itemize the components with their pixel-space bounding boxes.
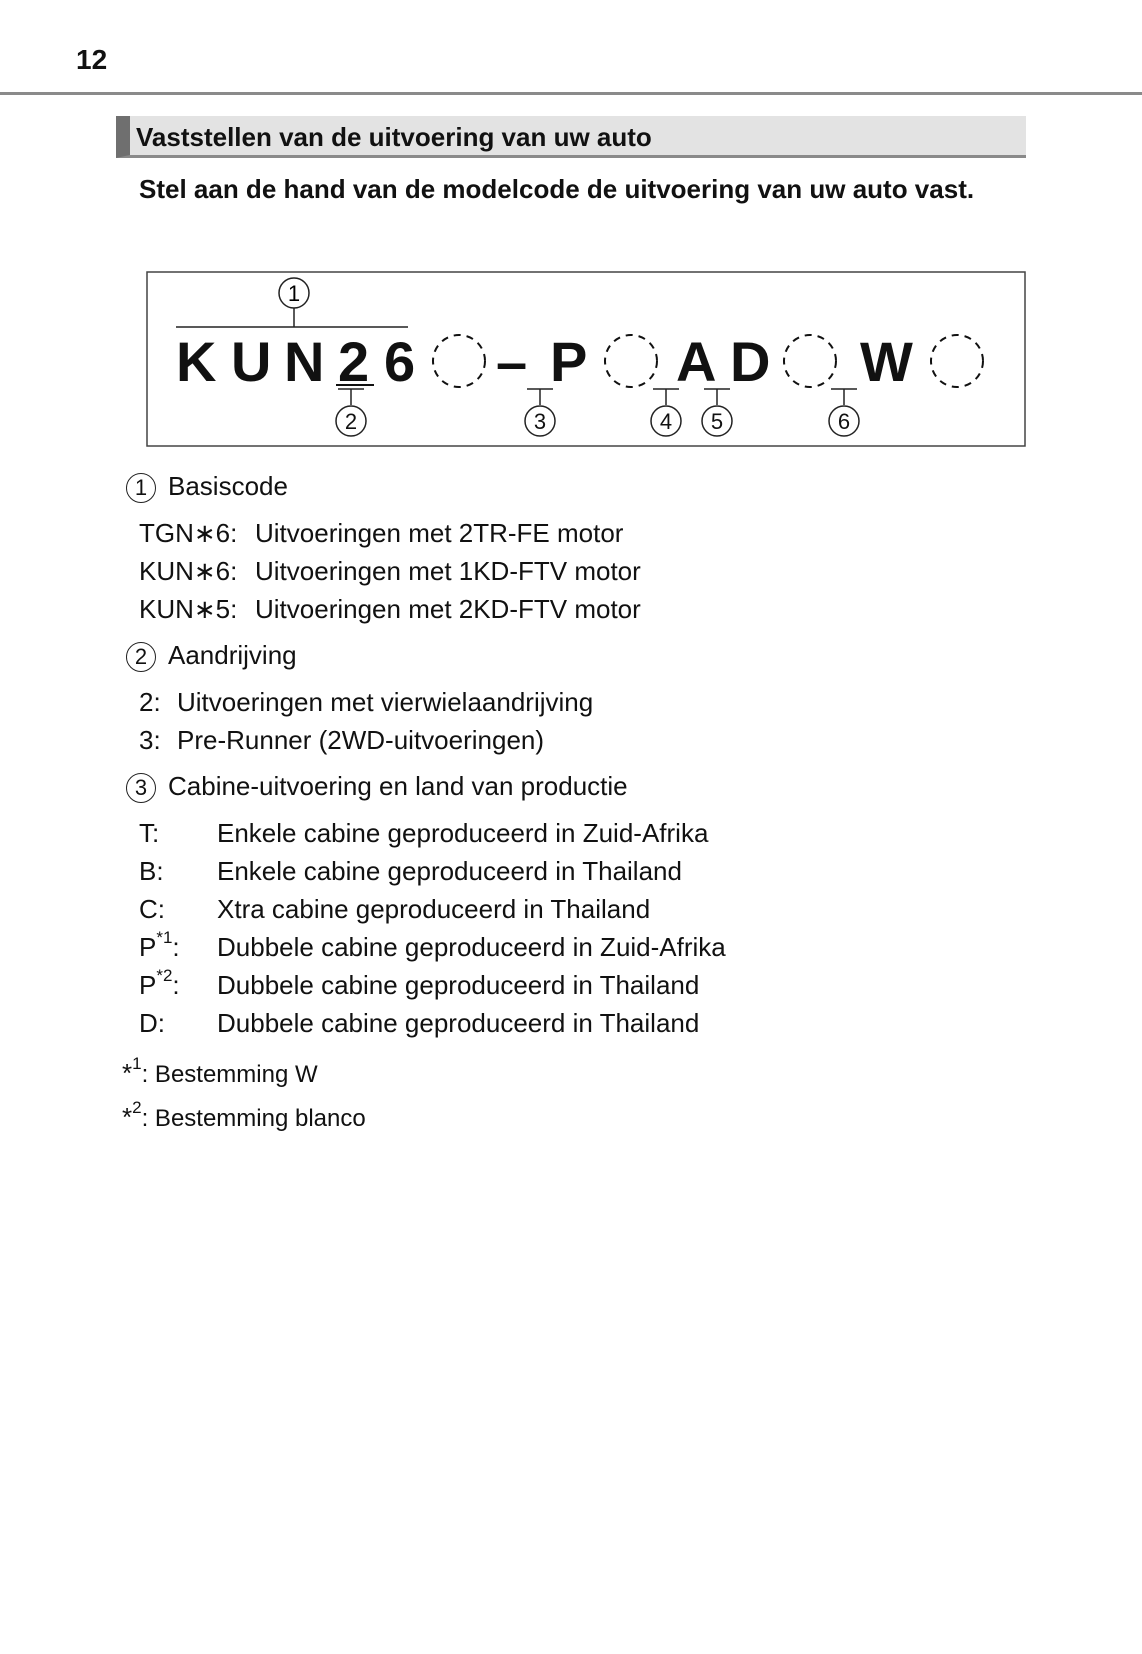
svg-text:1: 1	[287, 281, 301, 306]
list-item: TGN∗6: Uitvoeringen met 2TR-FE motor	[139, 518, 624, 548]
number-circle: 3	[126, 773, 156, 803]
list-item: 3: Pre-Runner (2WD-uitvoeringen)	[139, 725, 545, 755]
code-char-d: D	[730, 330, 771, 393]
code-char-w: W	[860, 330, 913, 393]
svg-text:4: 4	[659, 409, 673, 434]
section-heading	[116, 116, 1026, 158]
code-char-6: 6	[384, 330, 416, 393]
header-rule	[0, 92, 1142, 95]
list-item: D: Dubbele cabine geproduceerd in Thailand	[139, 1008, 700, 1038]
code-char-k: K	[176, 330, 217, 393]
list-item: KUN∗6: Uitvoeringen met 1KD-FTV motor	[139, 556, 641, 586]
number-circle: 2	[126, 642, 156, 672]
code-char-a: A	[676, 330, 717, 393]
svg-text:3: 3	[533, 409, 547, 434]
page-number: 12	[76, 44, 108, 75]
section-3-title: 3 Cabine-uitvoering en land van productie	[126, 771, 628, 803]
code-char-2: 2	[338, 330, 370, 393]
list-item: C: Xtra cabine geproduceerd in Thailand	[139, 894, 651, 924]
section-heading-text: Vaststellen van de uitvoering van uw auto	[136, 122, 652, 152]
svg-text:6: 6	[837, 409, 851, 434]
code-char-dash: –	[496, 330, 528, 393]
list-item: T: Enkele cabine geproduceerd in Zuid-Afrika	[139, 818, 709, 848]
number-circle: 1	[126, 473, 156, 503]
list-item: $P^{*1}$: Dubbele cabine geproduceerd in Zuid-Afrika	[139, 928, 726, 962]
list-item: 2: Uitvoeringen met vierwielaandrijving	[139, 687, 594, 717]
footnote-1: *$^1$: Bestemming W	[122, 1054, 318, 1088]
code-char-u: U	[231, 330, 272, 393]
list-item: $P^{*2}$: Dubbele cabine geproduceerd in Thailand	[139, 966, 700, 1000]
model-code-diagram	[146, 271, 1026, 447]
list-item: B: Enkele cabine geproduceerd in Thailand	[139, 856, 682, 886]
svg-text:2: 2	[344, 409, 358, 434]
svg-text:5: 5	[710, 409, 724, 434]
code-char-n: N	[284, 330, 325, 393]
intro-text: Stel aan de hand van de modelcode de uitvoering van uw auto vast.	[139, 174, 975, 204]
section-2-title: 2 Aandrijving	[126, 640, 297, 672]
section-1-title: 1 Basiscode	[126, 471, 288, 503]
footnote-2: *$^2$: Bestemming blanco	[122, 1098, 366, 1132]
code-char-p: P	[550, 330, 588, 393]
list-item: KUN∗5: Uitvoeringen met 2KD-FTV motor	[139, 594, 641, 624]
